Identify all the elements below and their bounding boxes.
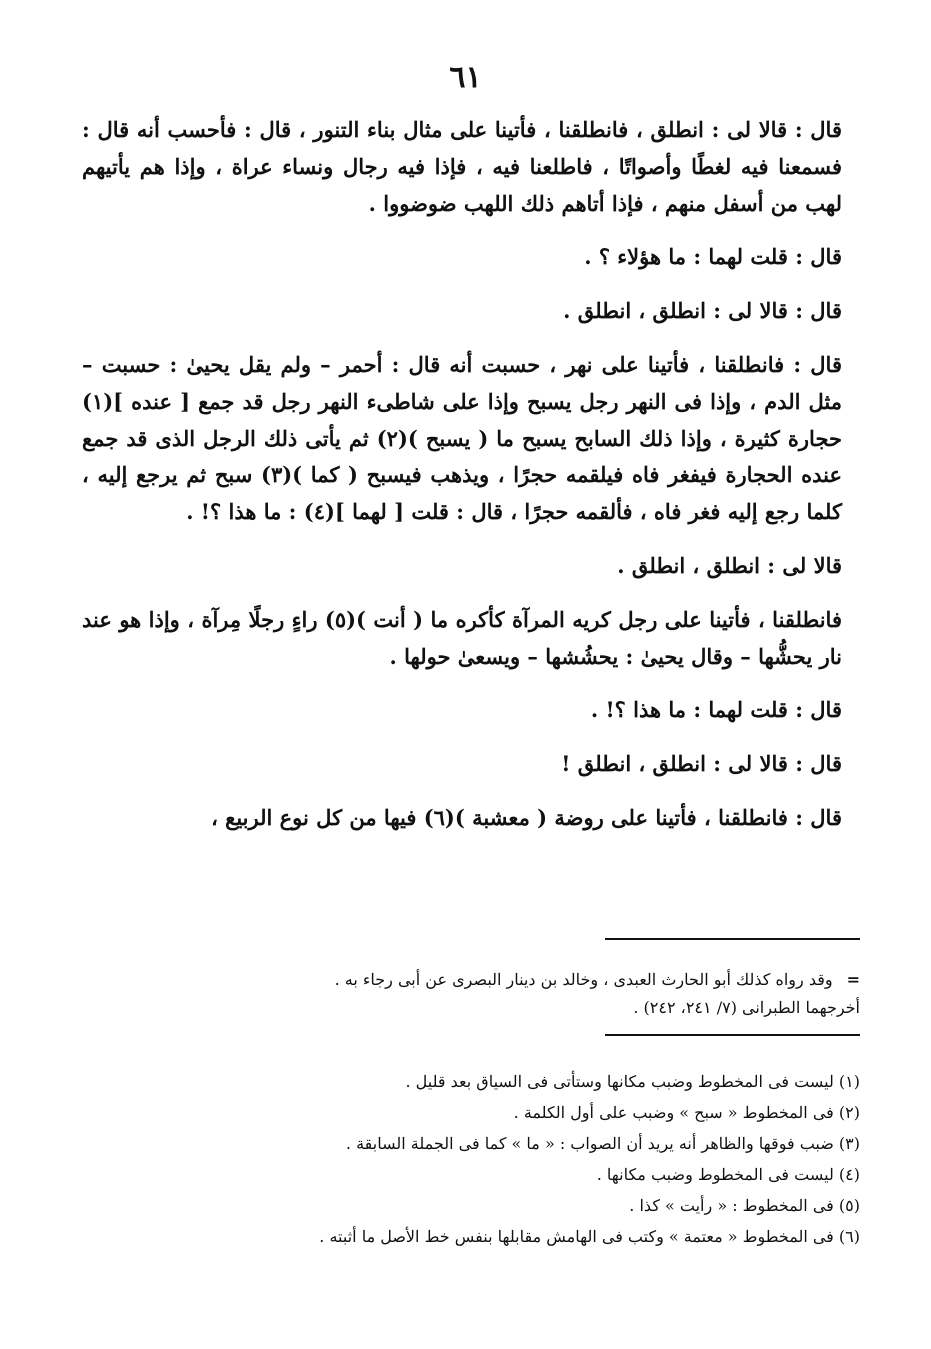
- footnote: (٢) فى المخطوط « سبح » وضبب على أول الكلمة .: [513, 1103, 860, 1122]
- paragraph: قالا لى : انطلق ، انطلق .: [617, 552, 842, 578]
- main-text: [82, 112, 842, 837]
- footnotes: [120, 1066, 860, 1252]
- page-number: ٦١: [449, 60, 482, 95]
- footnote: (٦) فى المخطوط « معتمة » وكتب فى الهامش مقابلها بنفس خط الأصل ما أثبته .: [319, 1227, 860, 1246]
- paragraph: قال : فانطلقنا ، فأتينا على نهر ، حسبت أنه قال : أحمر – ولم يقل يحيىٰ : حسبت – مثل الدم ، وإذا فى النهر رجل يسبح وإذا على شاطىء النهر رجل قد جمع [ عنده ](١) حجارة كثيرة ، وإذا ذلك السابح يسبح ما ( يسبح )(٢) ثم يأتى ذلك الرجل الذى قد جمع عنده الحجارة فيفغر فاه فيلقمه حجرًا ، ويذهب فيسبح ( كما )(٣) سبح ثم يرجع إليه ، كلما رجع إليه فغر فاه ، فألقمه حجرًا ، قال : قلت [ لهما ](٤) : ما هذا ؟! .: [82, 351, 843, 525]
- continuation-mark: =: [846, 970, 860, 989]
- paragraph: فانطلقنا ، فأتينا على رجل كريه المرآة كأكره ما ( أنت )(٥) راءٍ رجلًا مِرآة ، وإذا هو عند نار يحشُّها – وقال يحيىٰ : يحشُشها – ويسعىٰ حولها .: [82, 606, 842, 669]
- footnote: (١) ليست فى المخطوط وضبب مكانها وستأتى فى السياق بعد قليل .: [405, 1072, 860, 1091]
- paragraph: قال : قالا لى : انطلق ، انطلق !: [561, 751, 842, 777]
- continued-note-line: أخرجهما الطبرانى (٧/ ٢٤١، ٢٤٢) .: [633, 998, 860, 1017]
- continued-note: [120, 966, 860, 1022]
- continued-note-line: وقد رواه كذلك أبو الحارث العبدى ، وخالد بن دينار البصرى عن أبى رجاء به .: [334, 970, 833, 989]
- paragraph: قال : قالا لى : انطلق ، فانطلقنا ، فأتينا على مثال بناء التنور ، قال : فأحسب أنه قال : فسمعنا فيه لغطًا وأصواتًا ، فاطلعنا فيه ، فإذا فيه رجال ونساء عراة ، وإذا هم يأتيهم لهب من أسفل منهم ، فإذا أتاهم ذلك اللهب ضوضووا .: [82, 117, 842, 216]
- footnote-divider-bottom: [605, 1034, 860, 1036]
- footnote-divider-top: [605, 938, 860, 940]
- footnote: (٥) فى المخطوط : « رأيت » كذا .: [629, 1196, 860, 1215]
- paragraph: قال : قالا لى : انطلق ، انطلق .: [563, 298, 842, 324]
- footnote: (٤) ليست فى المخطوط وضبب مكانها .: [596, 1165, 860, 1184]
- footnote: (٣) ضبب فوقها والظاهر أنه يريد أن الصواب : « ما » كما فى الجملة السابقة .: [345, 1134, 860, 1153]
- paragraph: قال : فانطلقنا ، فأتينا على روضة ( معشبة )(٦) فيها من كل نوع الربيع ،: [211, 804, 842, 830]
- paragraph: قال : قلت لهما : ما هؤلاء ؟ .: [584, 244, 842, 270]
- paragraph: قال : قلت لهما : ما هذا ؟! .: [590, 697, 842, 723]
